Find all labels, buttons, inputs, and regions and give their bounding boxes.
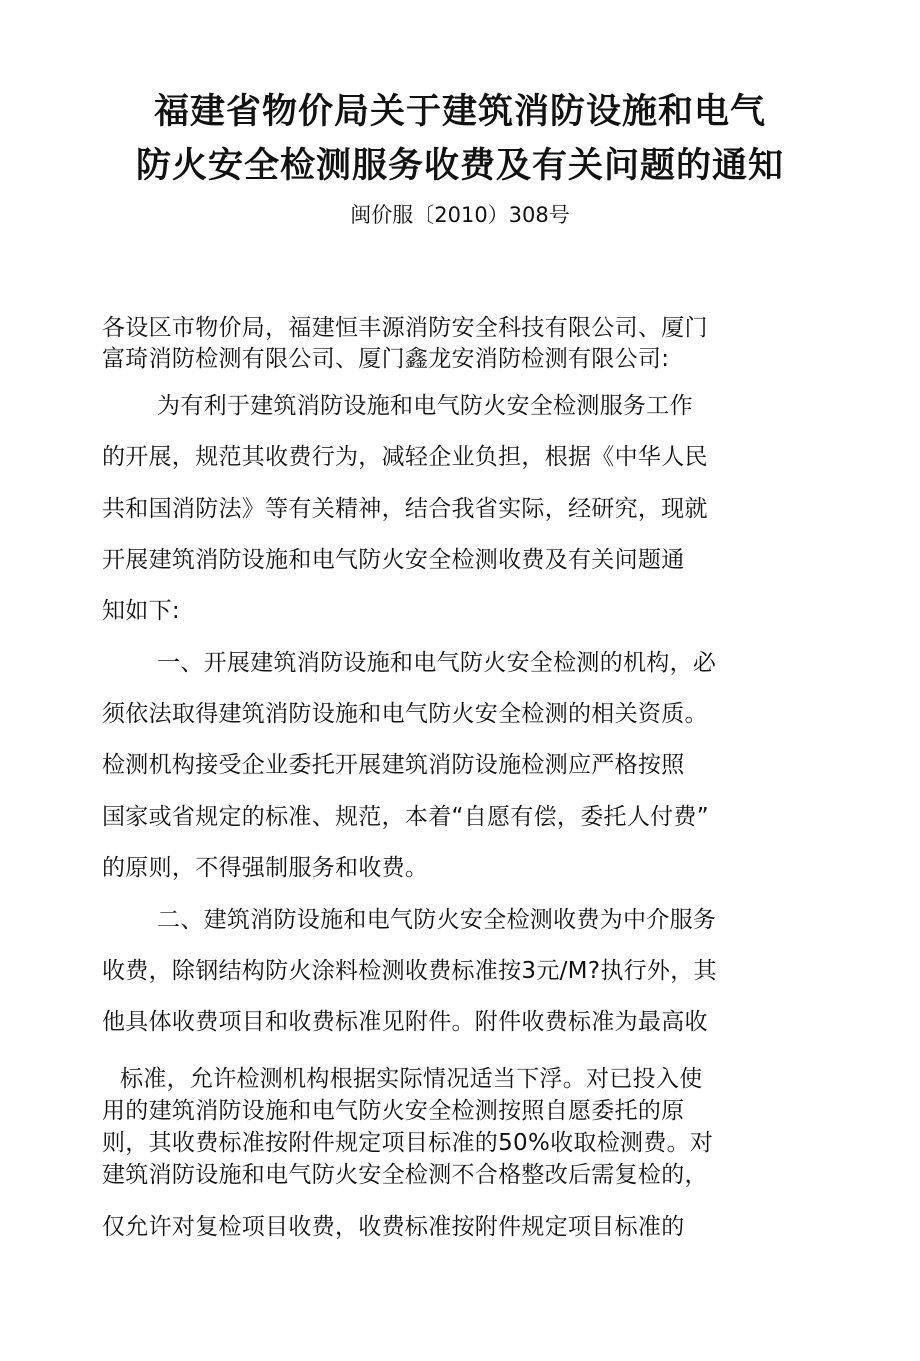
section2-line-5: 用的建筑消防设施和电气防火安全检测按照自愿委托的原: [102, 1098, 685, 1124]
section1-line-3: 检测机构接受企业委托开展建筑消防设施检测应严格按照: [102, 752, 685, 778]
section1-line-4: 国家或省规定的标准、规范，本着“自愿有偿，委托人付费”: [102, 804, 709, 830]
section2-line-7: 建筑消防设施和电气防火安全检测不合格整改后需复检的，: [102, 1162, 708, 1188]
section2-line-4: 标准，允许检测机构根据实际情况适当下浮。对已投入使: [120, 1066, 703, 1092]
intro-line-5: 知如下:: [102, 598, 180, 624]
section2-line-2: 收费，除钢结构防火涂料检测收费标准按3元/M?执行外，其: [102, 958, 717, 984]
salutation-line-2: 富琦消防检测有限公司、厦门鑫龙安消防检测有限公司:: [102, 346, 670, 372]
document-title-line-2: 防火安全检测服务收费及有关问题的通知: [135, 146, 784, 186]
section1-line-2: 须依法取得建筑消防设施和电气防火安全检测的相关资质。: [102, 701, 708, 727]
document-title-line-1: 福建省物价局关于建筑消防设施和电气: [153, 92, 766, 132]
intro-line-1: 为有利于建筑消防设施和电气防火安全检测服务工作: [157, 393, 693, 419]
document-number: 闽价服〔2010）308号: [350, 203, 570, 227]
section2-line-6: 则，其收费标准按附件规定项目标准的50%收取检测费。对: [102, 1130, 714, 1156]
salutation-line-1: 各设区市物价局，福建恒丰源消防安全科技有限公司、厦门: [102, 315, 708, 341]
intro-line-4: 开展建筑消防设施和电气防火安全检测收费及有关问题通: [102, 547, 685, 573]
intro-line-3: 共和国消防法》等有关精神，结合我省实际，经研究，现就: [102, 496, 708, 522]
intro-line-2: 的开展，规范其收费行为，减轻企业负担，根据《中华人民: [102, 444, 708, 470]
section1-line-5: 的原则，不得强制服务和收费。: [102, 855, 429, 881]
section2-line-3: 他具体收费项目和收费标准见附件。附件收费标准为最高收: [102, 1009, 708, 1035]
section1-line-1: 一、开展建筑消防设施和电气防火安全检测的机构，必: [157, 650, 717, 676]
section2-line-1: 二、建筑消防设施和电气防火安全检测收费为中介服务: [157, 907, 717, 933]
section2-line-8: 仅允许对复检项目收费，收费标准按附件规定项目标准的: [102, 1214, 685, 1240]
